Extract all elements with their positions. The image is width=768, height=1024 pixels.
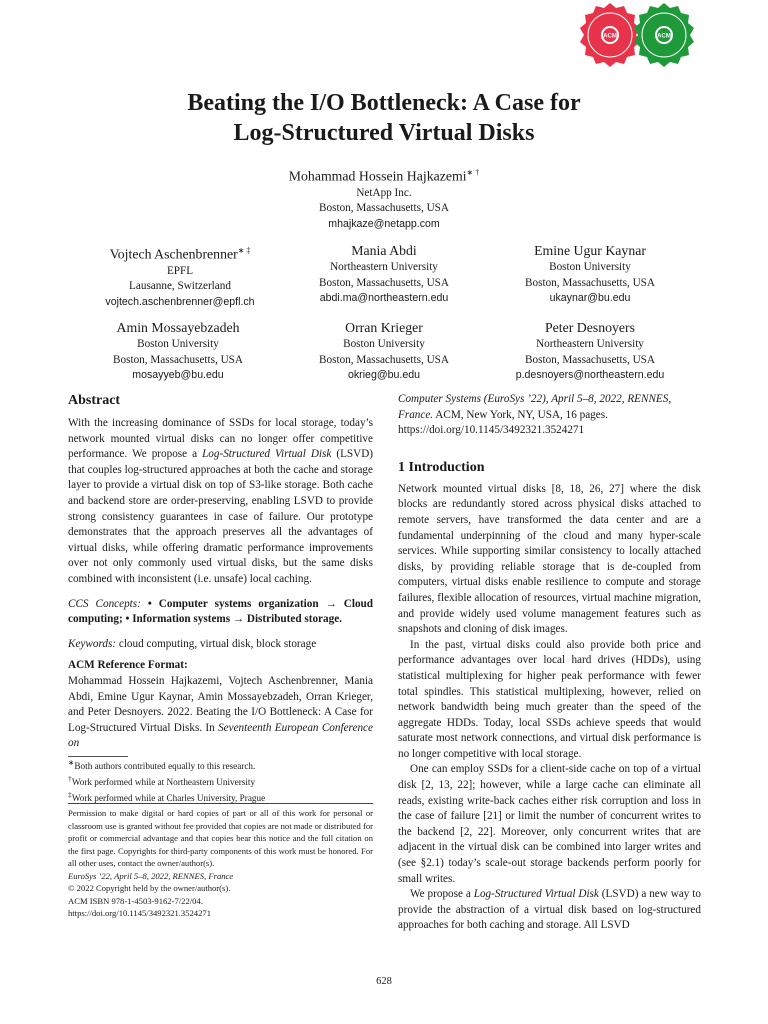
author-email[interactable]: okrieg@bu.edu <box>347 369 420 381</box>
author-affiliation: Boston University <box>137 338 219 350</box>
author-location: Boston, Massachusetts, USA <box>525 276 655 289</box>
author-location: Boston, Massachusetts, USA <box>525 353 655 366</box>
introduction-paragraph: Network mounted virtual disks [8, 18, 26, 27] where the disk blocks are redundantly stored across physical disks attached to remote servers, have transformed the data center and are a fundamental underpinning of the cloud and many hyper-scale services. While supporting similar consistency to locally attached disks, by providing reliable storage that is de-coupled from computers, virtual disks enable resilience to compute and storage failures, flexible allocation of resources, virtual machine migration, and provide widely used volume management features such as snapshots and cloning of disk images. <box>398 482 701 636</box>
author-marks: ∗ † <box>466 168 480 177</box>
author-location: Boston, Massachusetts, USA <box>113 353 243 366</box>
svg-text:ACM: ACM <box>603 33 617 40</box>
permission-rule <box>68 803 373 804</box>
author-name: Emine Ugur Kaynar <box>534 243 646 258</box>
ccs-concepts: CCS Concepts: • Computer systems organization → Cloud computing; • Information systems → Distributed storage. <box>68 597 373 626</box>
author-name: Peter Desnoyers <box>544 320 636 335</box>
right-column <box>398 392 701 934</box>
author-marks: ∗ ‡ <box>237 246 251 255</box>
author-block <box>465 242 715 307</box>
permission-doi[interactable]: https://doi.org/10.1145/3492321.3524271 <box>68 908 211 918</box>
author-affiliation: NetApp Inc. <box>356 186 412 199</box>
title-line-2: Log-Structured Virtual Disks <box>233 120 535 146</box>
author-name: Mohammad Hossein Hajkazemi∗ † <box>288 168 480 184</box>
svg-text:ACM: ACM <box>657 33 671 40</box>
author-name: Vojtech Aschenbrenner∗ ‡ <box>109 246 251 262</box>
footnote: ‡Work performed while at Charles University, Prague <box>68 789 266 803</box>
page-number: 628 <box>376 976 392 987</box>
author-email[interactable]: ukaynar@bu.edu <box>549 292 631 304</box>
paper-title <box>0 88 768 148</box>
permission-copyright: © 2022 Copyright held by the owner/author(s). <box>68 883 231 893</box>
footnotes <box>68 757 373 805</box>
author-block <box>465 319 715 384</box>
acm-reference-continued: Computer Systems (EuroSys ’22), April 5–8, 2022, RENNES, France. ACM, New York, NY, USA, 16 pages. https://doi.org/10.1145/3492321.3524271 <box>398 393 672 437</box>
author-block <box>234 164 534 232</box>
author-email[interactable]: vojtech.aschenbrenner@epfl.ch <box>105 295 255 308</box>
author-affiliation: Northeastern University <box>330 261 438 273</box>
author-affiliation: Boston University <box>343 338 425 350</box>
introduction-paragraph: In the past, virtual disks could also provide both price and performance advantages over local hard drives (HDDs), using statistical multiplexing for higher peak performance with fewer total spindles. This statistical multiplexing, however, relied on network bandwidth being much greater than the speed of the aggregate HDDs. Today, local SSDs achieve speeds that would saturate most network connections, and virtual disk performance is no longer competitive with local storage. <box>398 638 701 760</box>
abstract-text: With the increasing dominance of SSDs for local storage, today’s network mounted virtual disks can no longer offer competitive performance. We propose a Log-Structured Virtual Disk (LSVD) that couples log-structured approaches at both the cache and storage layer to provide a virtual disk on top of S3-like storage. Both cache and backend store are order-preserving, enabling LSVD to provide strong consistency guarantees in case of failure. Our prototype demonstrates that the approach preserves all the advantages of virtual disks, while offering dramatic performance improvements over not only commonly used virtual disks, but the same disks combined with inconsistent (i.e. unsafe) local caching. <box>68 417 374 585</box>
title-line-1: Beating the I/O Bottleneck: A Case for <box>187 90 581 116</box>
author-affiliation: Northeastern University <box>536 338 644 350</box>
author-email[interactable]: abdi.ma@northeastern.edu <box>319 292 449 304</box>
footnote: ∗Both authors contributed equally to this research. <box>68 758 256 772</box>
author-location: Boston, Massachusetts, USA <box>319 202 449 215</box>
keywords: Keywords: cloud computing, virtual disk, block storage <box>68 637 317 650</box>
left-column <box>68 392 373 752</box>
artifacts-available-badge <box>631 2 697 68</box>
author-location: Boston, Massachusetts, USA <box>319 276 449 289</box>
introduction-heading: 1 Introduction <box>398 459 485 475</box>
acm-reference-heading: ACM Reference Format: <box>68 659 188 672</box>
author-name: Orran Krieger <box>345 320 423 335</box>
author-affiliation: EPFL <box>166 264 194 277</box>
permission-isbn: ACM ISBN 978-1-4503-9162-7/22/04. <box>68 895 203 906</box>
introduction-paragraph: One can employ SSDs for a client-side cache on top of a virtual disk [2, 13, 22]; however, while a large cache can eliminate all reads, existing write-back caches either risk corruption and loss in the case of failure [21] or limit the number of concurrent writes to the backend [2, 22]. Moreover, only concurrent writes that are adjacent in the virtual disk can be combined into larger writes and (see §2.1) today’s scale-out storage backends perform poorly for small writes. <box>398 763 701 885</box>
introduction-paragraph: We propose a Log-Structured Virtual Disk (LSVD) a new way to provide the abstraction of a virtual disk based on log-structured approaches for both caching and storage. All LSVD <box>398 888 702 932</box>
author-affiliation: Boston University <box>549 261 631 273</box>
author-email[interactable]: p.desnoyers@northeastern.edu <box>515 369 665 381</box>
permission-venue: EuroSys ’22, April 5–8, 2022, RENNES, France <box>68 870 234 881</box>
author-email[interactable]: mosayyeb@bu.edu <box>132 369 224 381</box>
author-name: Amin Mossayebzadeh <box>116 320 240 335</box>
artifact-badges <box>577 2 697 68</box>
permission-block <box>68 807 373 920</box>
abstract-heading: Abstract <box>68 393 121 408</box>
acm-reference-text: Mohammad Hossein Hajkazemi, Vojtech Aschenbrenner, Mania Abdi, Emine Ugur Kaynar, Amin Mossayebzadeh, Orran Krieger, and Peter Desnoyers. 2022. Beating the I/O Bottleneck: A Case for Log-Structured Virtual Disks. In Seventeenth European Conference on <box>68 674 373 750</box>
author-location: Boston, Massachusetts, USA <box>319 353 449 366</box>
permission-text: Permission to make digital or hard copies of part or all of this work for personal or classroom use is granted without fee provided that copies are not made or distributed for profit or commercial advantage and that copies bear this notice and the full citation on the first page. Copyrights for third-party components of this work must be honored. For all other uses, contact the owner/author(s). <box>68 808 373 868</box>
footnote: †Work performed while at Northeastern University <box>68 773 256 787</box>
author-email[interactable]: mhajkaze@netapp.com <box>328 217 440 230</box>
author-name: Mania Abdi <box>351 243 417 258</box>
author-location: Lausanne, Switzerland <box>129 280 231 293</box>
